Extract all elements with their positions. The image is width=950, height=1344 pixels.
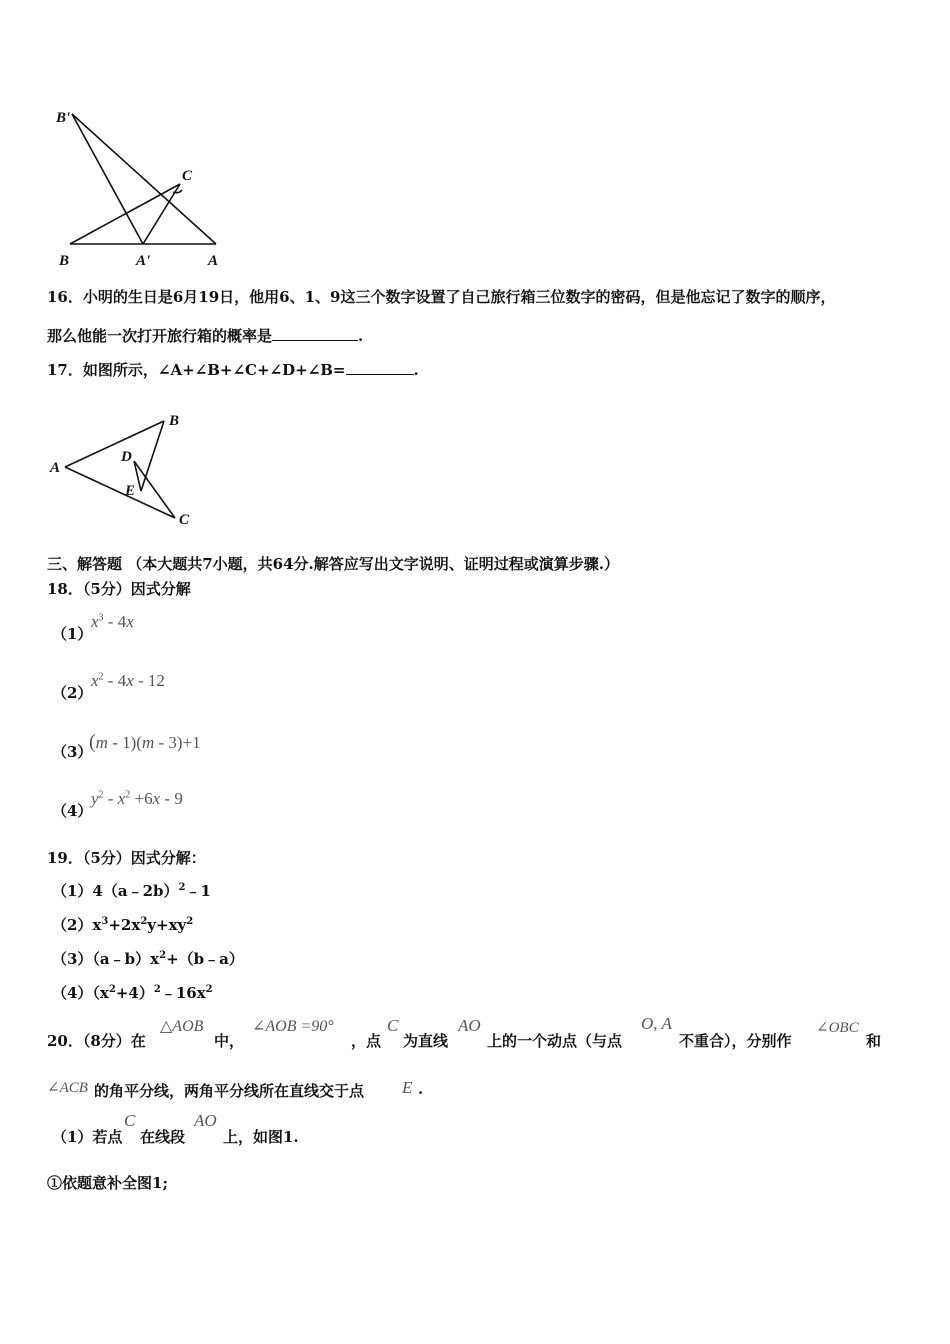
q20-math-ao: AO	[458, 1016, 481, 1035]
label-a-prime: A'	[136, 253, 151, 269]
label-b: B	[169, 413, 180, 429]
q16-line-2-text: 那么他能一次打开旅行箱的概率是	[47, 327, 273, 345]
figure-2-star	[45, 405, 205, 535]
answer-blank[interactable]	[272, 326, 358, 341]
q20-math-e: E	[402, 1078, 413, 1097]
label-a: A	[208, 253, 219, 269]
q16-end: .	[358, 327, 364, 345]
section-3-heading: 三、解答题 （本大题共7小题，共64分.解答应写出文字说明、证明过程或演算步骤.）	[47, 555, 619, 573]
label-c: C	[179, 512, 190, 528]
q20-p6: 不重合），分别作	[679, 1032, 792, 1050]
q20-p3: ，点	[351, 1032, 382, 1050]
q18-title: 18．（5分）因式分解	[47, 580, 191, 598]
q20-p8: 的角平分线，两角平分线所在直线交于点	[94, 1082, 365, 1100]
q19-title: 19．（5分）因式分解：	[47, 849, 206, 867]
q19-item-4: $(4)(x^2+4)^2﹣16x^2$	[52, 984, 213, 1002]
q20-math-angle-obc: ∠OBC	[816, 1020, 859, 1036]
segment-a-c	[65, 467, 175, 518]
q18-item-1-number: （1）	[52, 625, 93, 643]
q18-item-2-number: （2）	[52, 684, 93, 702]
q20-step-1: ①依题意补全图1;	[47, 1174, 168, 1192]
q18-item-2-expression: $x^2 - 4x - 12$	[91, 671, 165, 690]
q20-sub1-c: 上，如图1.	[223, 1128, 299, 1146]
q20-math-c: C	[387, 1016, 399, 1035]
q17-text: 17．如图所示，∠A+∠B+∠C+∠D+∠B=	[47, 361, 346, 379]
q20-p7: 和	[866, 1032, 882, 1050]
q18-item-4-number: （4）	[52, 802, 93, 820]
label-c: C	[182, 168, 193, 184]
answer-blank[interactable]	[346, 360, 414, 375]
angle-mark-c	[173, 190, 182, 193]
q20-p5: 上的一个动点（与点	[487, 1032, 623, 1050]
q18-item-4-expression: $y^2 - x^2 +6x - 9$	[91, 789, 183, 808]
segment-a-b	[65, 421, 164, 467]
q20-sub1-math-c: C	[124, 1111, 136, 1130]
q20-sub1-b: 在线段	[140, 1128, 186, 1146]
q20-sub1-math-ao: AO	[194, 1111, 217, 1130]
q20-math-angle-aob: ∠AOB =90°	[252, 1018, 334, 1035]
q18-item-3-number: （3）	[52, 743, 93, 761]
q19-item-1: （1）4（a﹣2b）$^2$﹣1	[52, 882, 211, 900]
q20-math-triangle-aob: △AOB	[160, 1018, 204, 1035]
segment-bprime-aprime	[72, 114, 143, 244]
question-17	[47, 359, 419, 380]
q16-line-1: 16．小明的生日是6月19日，他用6、1、9这三个数字设置了自己旅行箱三位数字的密码，但是他忘记了数字的顺序，	[47, 288, 836, 306]
label-a: A	[50, 460, 61, 476]
figure-1-triangles	[50, 100, 240, 275]
q20-p4: 为直线	[403, 1032, 449, 1050]
segment-b-e	[141, 421, 164, 491]
q20-math-angle-acb: ∠ACB	[47, 1080, 88, 1096]
label-b-prime: B'	[56, 110, 71, 126]
label-b: B	[59, 253, 70, 269]
label-e: E	[125, 483, 136, 499]
segment-bprime-a	[72, 114, 216, 244]
q20-p9: .	[418, 1080, 424, 1098]
q20-math-o-a: O, A	[641, 1014, 672, 1033]
q20-sub1-a: （1）若点	[52, 1128, 123, 1146]
q20-p2: 中，	[214, 1032, 245, 1050]
q16-line-2	[47, 325, 363, 346]
q17-end: .	[413, 361, 419, 379]
q18-item-1-expression: $x^3 - 4x$	[91, 612, 134, 631]
q20-p1: 20．（8分）在	[47, 1032, 146, 1050]
label-d: D	[121, 449, 132, 465]
q18-item-3-expression: (m - 1)(m - 3)+1	[89, 731, 201, 753]
segment-b-c	[70, 184, 180, 244]
q19-item-2: $(2)x^3+2x^2y+xy^2$	[52, 916, 194, 934]
q19-item-3: $(3)(a﹣b)x^2+(b﹣a)$	[52, 950, 244, 968]
